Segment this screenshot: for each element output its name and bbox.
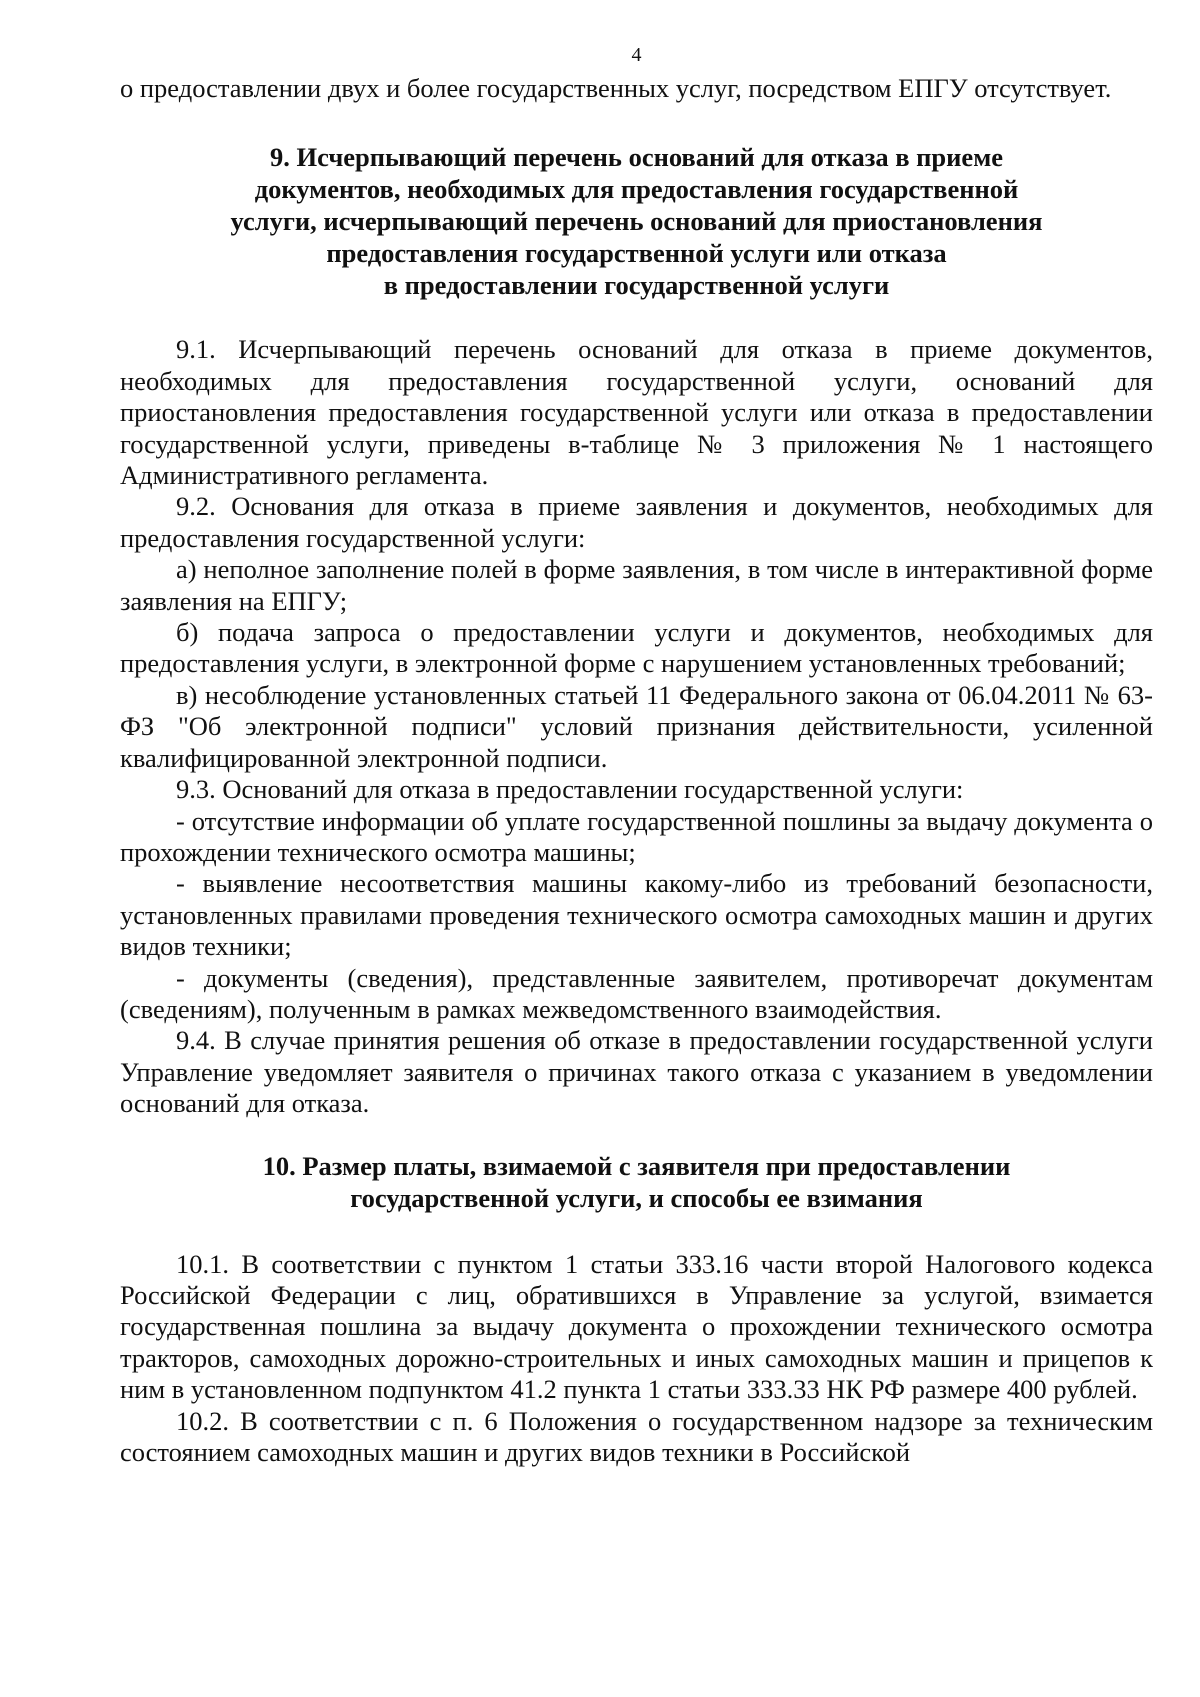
intro-paragraph: о предоставлении двух и более государственных услуг, посредством ЕПГУ отсутствует.	[120, 73, 1112, 103]
paragraph-10-1: 10.1. В соответствии с пунктом 1 статьи 333.16 части второй Налогового кодекса Российской Федерации с лиц, обратившихся в Управление за услугой, взимается государственная пошлина за выдачу документа о прохождении технического осмотра тракторов, самоходных дорожно-строительных и иных самоходных машин и прицепов к ним в установленном подпунктом 41.2 пункта 1 статьи 333.33 НК РФ размере 400 рублей.	[120, 1248, 1153, 1405]
paragraph-9-4: 9.4. В случае принятия решения об отказе в предоставлении государственной услуги Управление уведомляет заявителя о причинах такого отказа с указанием в уведомлении оснований для отказа.	[120, 1025, 1153, 1119]
paragraph-9-3-item: - выявление несоответствия машины какому-либо из требований безопасности, установленных правилами проведения технического осмотра самоходных машин и других видов техники;	[120, 868, 1153, 962]
paragraph-10-2: 10.2. В соответствии с п. 6 Положения о государственном надзоре за техническим состоянием самоходных машин и других видов техники в Российской	[120, 1405, 1153, 1467]
heading-line: предоставления государственной услуги или отказа	[326, 238, 947, 269]
section-10-heading	[120, 1150, 1153, 1214]
heading-line: услуги, исчерпывающий перечень оснований для приостановления	[230, 206, 1043, 237]
paragraph-9-2-a: а) неполное заполнение полей в форме заявления, в том числе в интерактивной форме заявления на ЕПГУ;	[120, 554, 1153, 616]
document-page	[120, 44, 1153, 1468]
paragraph-9-3-item: - документы (сведения), представленные заявителем, противоречат документам (сведениям), полученным в рамках межведомственного взаимодействия.	[120, 962, 1153, 1024]
heading-line: в предоставлении государственной услуги	[383, 270, 890, 301]
page-number: 4	[631, 44, 642, 66]
section-9-heading	[120, 141, 1153, 301]
heading-line: 9. Исчерпывающий перечень оснований для отказа в приеме	[269, 142, 1004, 173]
paragraph-9-3: 9.3. Оснований для отказа в предоставлении государственной услуги:	[176, 774, 964, 805]
heading-line: документов, необходимых для предоставления государственной	[254, 174, 1019, 205]
paragraph-9-1: 9.1. Исчерпывающий перечень оснований для отказа в приеме документов, необходимых для предоставления государственной услуги, оснований для приостановления предоставления государственной услуги или отказа в предоставлении государственной услуги, приведены в-таблице № 3 приложения № 1 настоящего Административного регламента.	[120, 334, 1153, 491]
paragraph-9-2-b: б) подача запроса о предоставлении услуги и документов, необходимых для предоставления услуги, в электронной форме с нарушением установленных требований;	[120, 617, 1153, 679]
heading-line: 10. Размер платы, взимаемой с заявителя при предоставлении	[262, 1150, 1011, 1181]
paragraph-9-2-c: в) несоблюдение установленных статьей 11 Федерального закона от 06.04.2011 № 63-ФЗ "Об электронной подписи" условий признания действительности, усиленной квалифицированной электронной подписи.	[120, 679, 1153, 773]
paragraph-9-2: 9.2. Основания для отказа в приеме заявления и документов, необходимых для предоставления государственной услуги:	[120, 491, 1153, 553]
paragraph-9-3-item: - отсутствие информации об уплате государственной пошлины за выдачу документа о прохождении технического осмотра машины;	[120, 805, 1153, 867]
heading-line: государственной услуги, и способы ее взимания	[350, 1182, 923, 1213]
